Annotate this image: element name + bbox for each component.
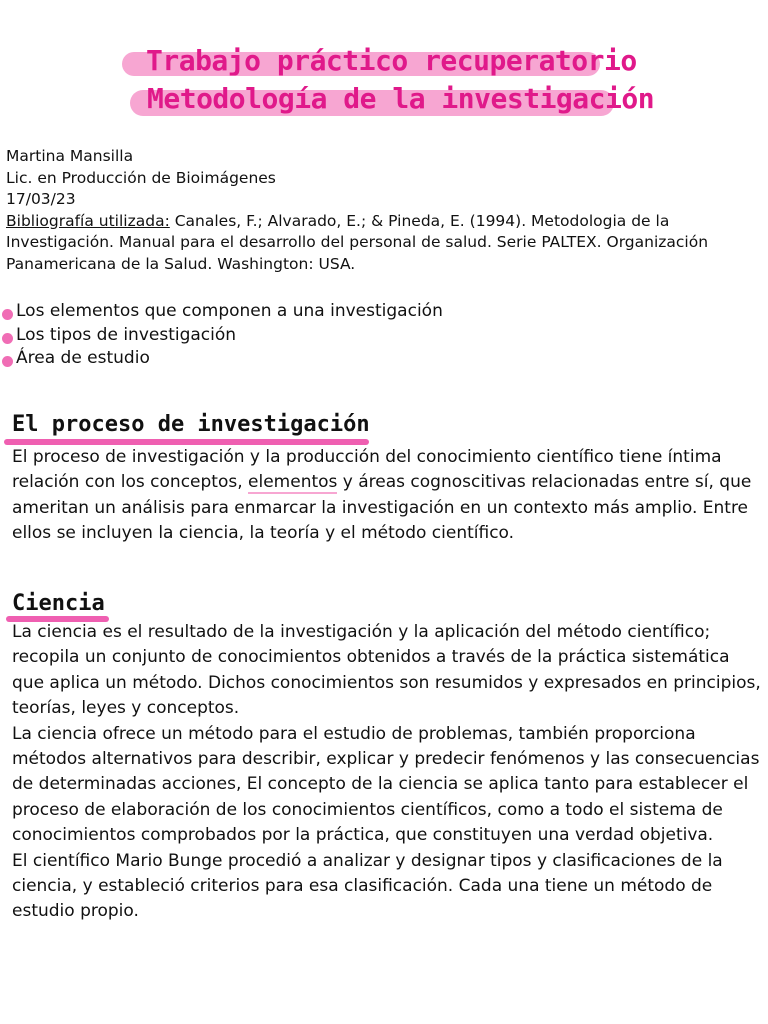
document-meta xyxy=(6,146,766,275)
list-item xyxy=(0,324,443,348)
career-name: Lic. en Producción de Bioimágenes xyxy=(6,168,276,187)
paragraph-text: El proceso de investigación y la producción del conocimiento científico tiene íntima relación con los conceptos, xyxy=(12,447,722,493)
section-paragraph xyxy=(12,445,764,547)
paragraph-text: y áreas cognoscitivas relacionadas entre sí, que ameritan un análisis para enmarcar la investigación en un contexto más amplio. Entre ellos se incluyen la ciencia, la teoría y el método científico. xyxy=(12,472,752,544)
topic-label: Los elementos que componen a una investigación xyxy=(16,301,443,321)
bullet-dot-icon xyxy=(2,356,13,367)
section-paragraph: La ciencia es el resultado de la investigación y la aplicación del método científico; recopila un conjunto de conocimientos obtenidos a través de la práctica sistemática que aplica un método. Dichos conocimientos son resumidos y expresados en principios, teorías, leyes y conceptos. xyxy=(12,622,761,719)
document-subtitle: Metodología de la investigación xyxy=(147,82,655,115)
section-heading-ciencia: Ciencia xyxy=(12,591,105,616)
bibliography-text: Canales, F.; Alvarado, E.; & Pineda, E. (1994). Metodologia de la Investigación. Manual para el desarrollo del personal de salud. Serie PALTEX. Organización Panamericana de la Salud. Washington: USA. xyxy=(6,211,709,273)
section-paragraph: El científico Mario Bunge procedió a analizar y designar tipos y clasificaciones de la ciencia, y estableció criterios para esa clasificación. Cada una tiene un método de estudio propio. xyxy=(12,850,723,922)
section-paragraph: La ciencia ofrece un método para el estudio de problemas, también proporciona métodos alternativos para describir, explicar y predecir fenómenos y las consecuencias de determinadas acciones, El concepto de la ciencia se aplica tanto para establecer el proceso de elaboración de los conocimientos científicos, como a todo el sistema de conocimientos comprobados por la práctica, que constituyen una verdad objetiva. xyxy=(12,723,760,846)
bibliography xyxy=(6,211,766,276)
topic-label: Los tipos de investigación xyxy=(16,324,237,345)
topics-list xyxy=(0,300,443,371)
topic-label: Área de estudio xyxy=(16,348,150,368)
document-date: 17/03/23 xyxy=(6,190,76,208)
highlighted-word: elementos xyxy=(248,472,338,493)
bibliography-label: Bibliografía utilizada: xyxy=(6,211,170,230)
list-item xyxy=(0,347,443,371)
author-name: Martina Mansilla xyxy=(6,147,134,165)
section-heading-proceso: El proceso de investigación xyxy=(12,412,370,437)
list-item xyxy=(0,300,443,324)
document-title: Trabajo práctico recuperatorio xyxy=(146,44,637,77)
bullet-dot-icon xyxy=(2,309,13,320)
bullet-dot-icon xyxy=(2,333,13,344)
section-body xyxy=(12,620,764,925)
